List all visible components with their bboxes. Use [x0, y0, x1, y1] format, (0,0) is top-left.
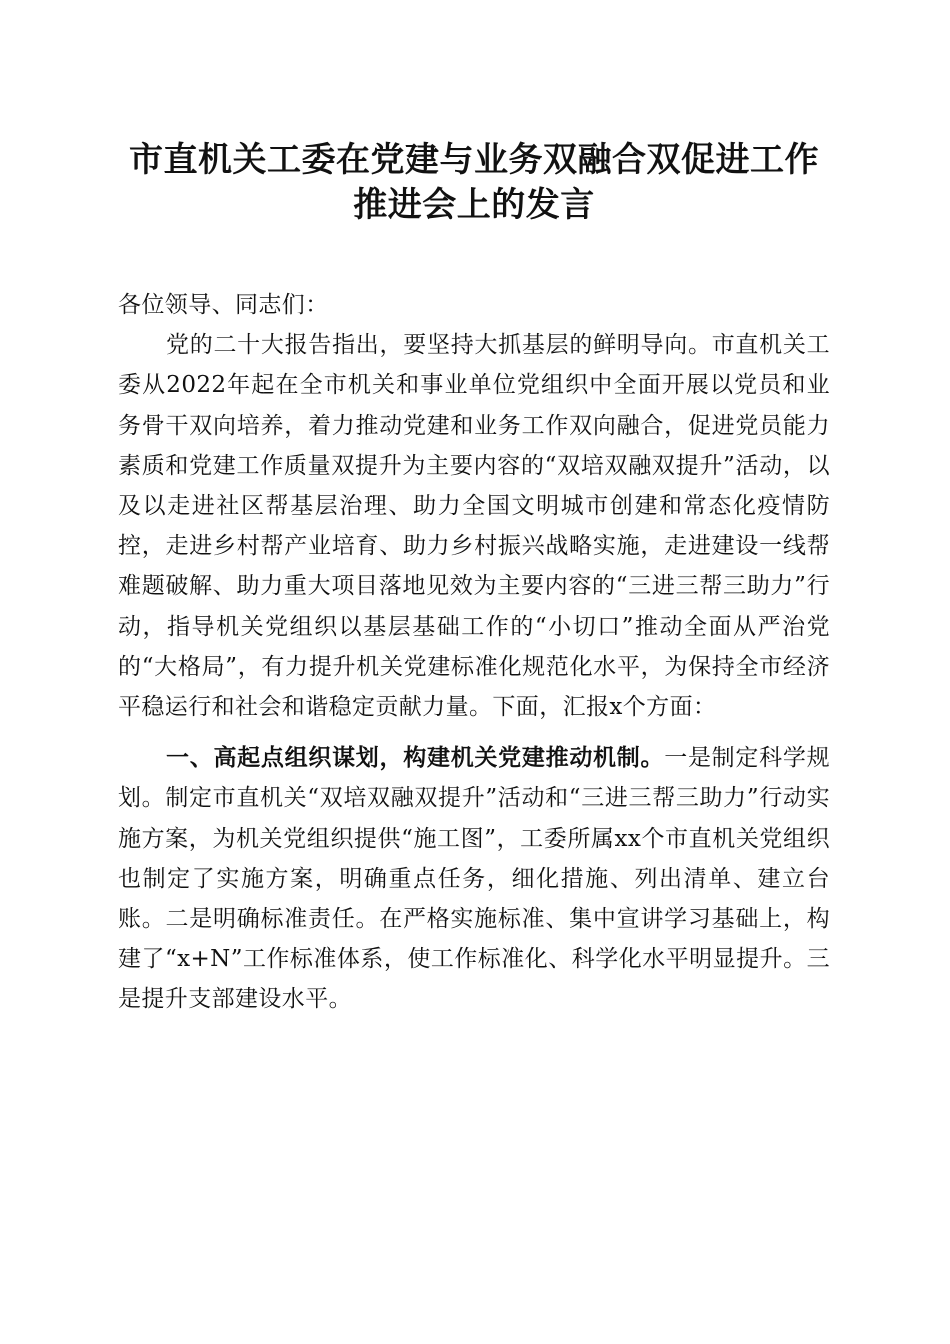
title-line-2: 推进会上的发言 [353, 185, 595, 225]
section-1-body: 一是制定科学规划。制定市直机关“双培双融双提升”活动和“三进三帮三助力”行动实施方案，为机关党组织提供“施工图”，工委所属xx个市直机关党组织也制定了实施方案，明确重点任务，细化措施、列出清单、建立台账。二是明确标准责任。在严格实施标准、集中宣讲学习基础上，构建了“x+N”工作标准体系，使工作标准化、科学化水平明显提升。三是提升支部建设水平。 [118, 745, 830, 1013]
section-1-heading: 一、高起点组织谋划，构建机关党建推动机制。 [166, 745, 665, 772]
paragraph-section-1 [118, 738, 830, 1019]
document-page [118, 0, 830, 1020]
salutation: 各位领导、同志们： [118, 292, 329, 318]
document-body [118, 285, 830, 1020]
paragraph-spacer [118, 727, 830, 738]
title-line-1: 市直机关工委在党建与业务双融合双促进工作 [129, 140, 819, 180]
document-title [118, 138, 830, 228]
paragraph-intro: 党的二十大报告指出，要坚持大抓基层的鲜明导向。市直机关工委从2022年起在全市机关和事业单位党组织中全面开展以党员和业务骨干双向培养，着力推动党建和业务工作双向融合，促进党员能力素质和党建工作质量双提升为主要内容的“双培双融双提升”活动，以及以走进社区帮基层治理、助力全国文明城市创建和常态化疫情防控，走进乡村帮产业培育、助力乡村振兴战略实施，走进建设一线帮难题破解、助力重大项目落地见效为主要内容的“三进三帮三助力”行动，指导机关党组织以基层基础工作的“小切口”推动全面从严治党的“大格局”，有力提升机关党建标准化规范化水平，为保持全市经济平稳运行和社会和谐稳定贡献力量。下面，汇报x个方面： [118, 332, 830, 721]
